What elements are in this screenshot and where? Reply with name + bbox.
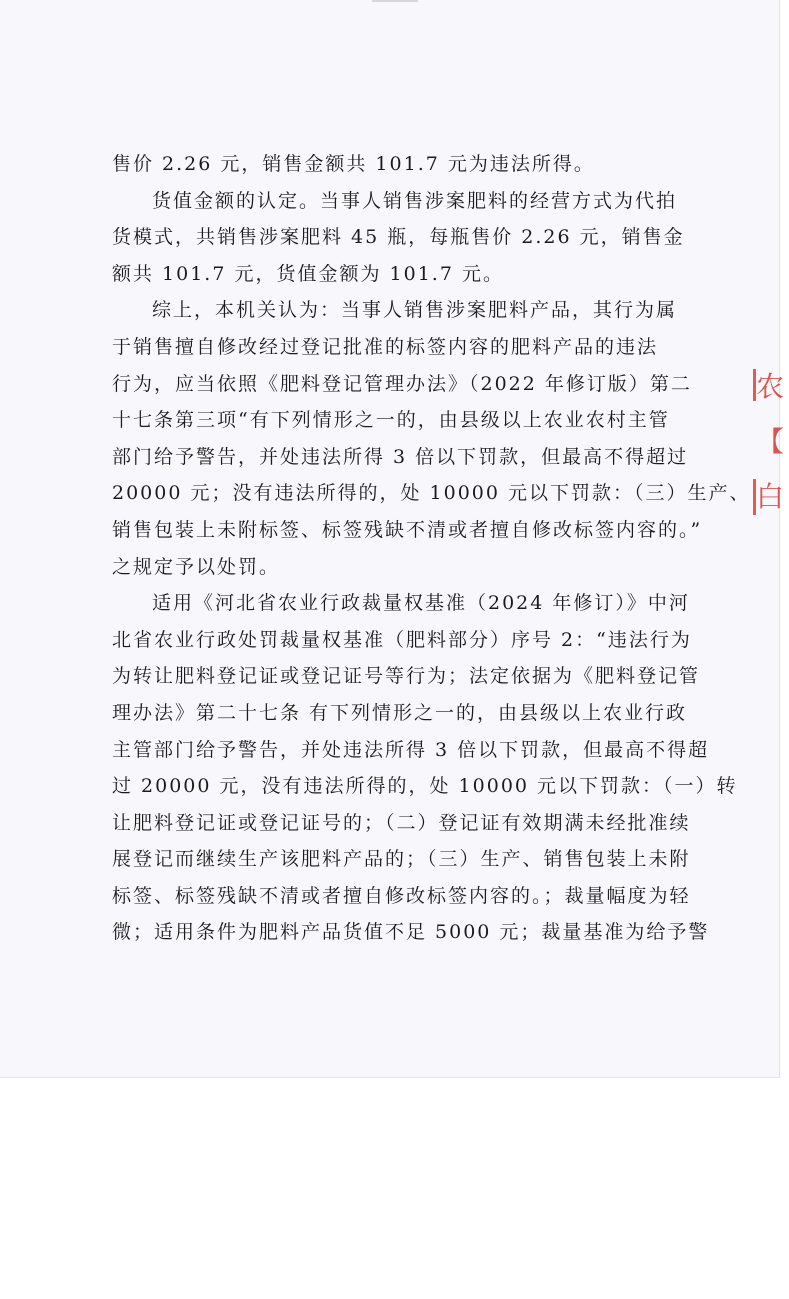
- text-line: 过 20000 元，没有违法所得的，处 10000 元以下罚款：（一）转: [112, 775, 738, 798]
- text-line: 为转让肥料登记证或登记证号等行为；法定依据为《肥料登记管: [112, 665, 701, 688]
- seal-character: 【: [756, 425, 785, 458]
- official-seal-fragment: [746, 355, 785, 525]
- text-line: 于销售擅自修改经过登记批准的标签内容的肥料产品的违法: [112, 335, 659, 358]
- text-line: 十七条第三项“有下列情形之一的，由县级以上农业农村主管: [112, 409, 670, 432]
- text-line: 部门给予警告，并处违法所得 3 倍以下罚款，但最高不得超过: [112, 445, 689, 468]
- text-line: 20000 元；没有违法所得的，处 10000 元以下罚款：（三）生产、: [112, 482, 751, 505]
- seal-character: 农: [756, 370, 785, 403]
- text-line: 额共 101.7 元，货值金额为 101.7 元。: [112, 262, 504, 285]
- text-line: 之规定予以处罚。: [112, 555, 281, 578]
- text-line: 展登记而继续生产该肥料产品的；（三）生产、销售包装上未附: [112, 848, 691, 871]
- text-line: 行为，应当依照《肥料登记管理办法》（2022 年修订版）第二: [112, 372, 692, 395]
- text-line: 销售包装上未附标签、标签残缺不清或者擅自修改标签内容的。”: [112, 518, 703, 541]
- paragraph-start-line: 综上，本机关认为：当事人销售涉案肥料产品，其行为属: [152, 299, 678, 322]
- text-line: 售价 2.26 元，销售金额共 101.7 元为违法所得。: [112, 153, 595, 175]
- text-line: 货模式，共销售涉案肥料 45 瓶，每瓶售价 2.26 元，销售金: [112, 226, 685, 249]
- text-line: 让肥料登记证或登记证号的；（二）登记证有效期满未经批准续: [112, 811, 691, 834]
- seal-character: 白: [756, 480, 785, 513]
- text-line: 标签、标签残缺不清或者擅自修改标签内容的。；裁量幅度为轻: [112, 884, 691, 907]
- text-line: 微；适用条件为肥料产品货值不足 5000 元；裁量基准为给予警: [112, 921, 710, 944]
- text-line: 理办法》第二十七条 有下列情形之一的，由县级以上农业行政: [112, 701, 688, 724]
- text-line: 北省农业行政处罚裁量权基准（肥料部分）序号 2：“违法行为: [112, 628, 692, 651]
- paragraph-start-line: 货值金额的认定。当事人销售涉案肥料的经营方式为代拍: [152, 189, 678, 212]
- scan-edge-mark: [372, 0, 418, 2]
- paragraph-start-line: 适用《河北省农业行政裁量权基准（2024 年修订）》中河: [152, 592, 690, 615]
- document-body: [112, 146, 751, 951]
- text-line: 主管部门给予警告，并处违法所得 3 倍以下罚款，但最高不得超: [112, 738, 710, 761]
